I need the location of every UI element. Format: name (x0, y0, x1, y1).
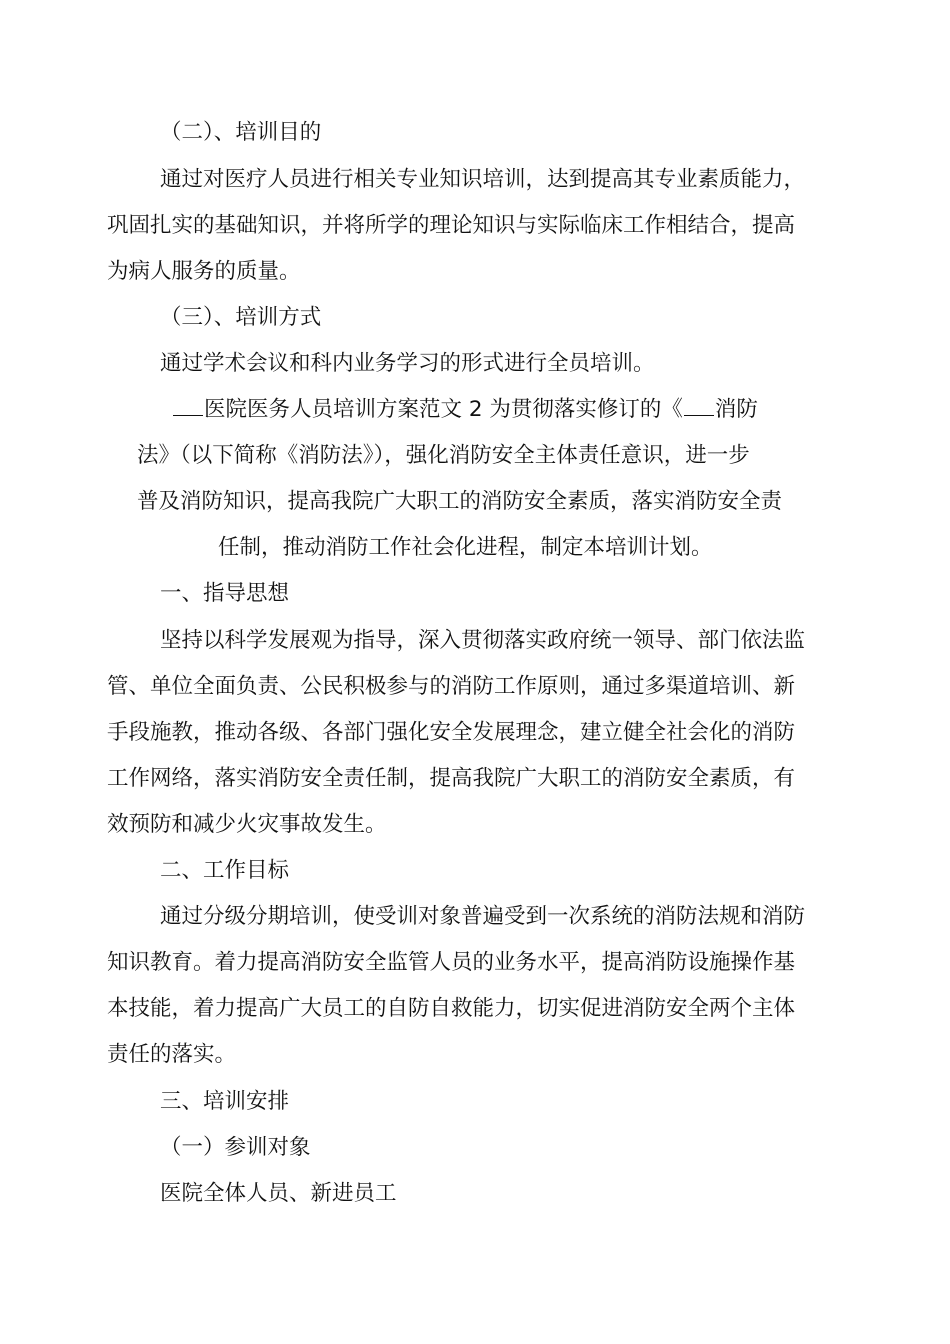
intro-line-2: 法》（以下简称《消防法》），强化消防安全主体责任意识，进一步 (137, 443, 750, 468)
intro-line-1-tail: 消防 (714, 397, 758, 422)
section-2-title: 二、工作目标 (160, 858, 290, 883)
section-1-line-1: 坚持以科学发展观为指导，深入贯彻落实政府统一领导、部门依法监 (160, 628, 806, 653)
section-2-line-4: 责任的落实。 (107, 1042, 237, 1067)
intro-line-4: 任制，推动消防工作社会化进程，制定本培训计划。 (218, 535, 713, 560)
intro-line-3: 普及消防知识，提高我院广大职工的消防安全素质，落实消防安全责 (137, 489, 783, 514)
intro-line-1 (172, 395, 758, 425)
subsection-1-body: 医院全体人员、新进员工 (160, 1181, 397, 1206)
section-2-line-1: 通过分级分期培训，使受训对象普遍受到一次系统的消防法规和消防 (160, 904, 806, 929)
goal-paragraph-line-3: 为病人服务的质量。 (107, 259, 301, 284)
subsection-1-title: （一）参训对象 (160, 1135, 311, 1160)
section-1-title: 一、指导思想 (160, 581, 290, 606)
method-paragraph: 通过学术会议和科内业务学习的形式进行全员培训。 (160, 351, 655, 376)
section-1-line-2: 管、单位全面负责、公民积极参与的消防工作原则，通过多渠道培训、新 (107, 674, 796, 699)
blank-fill-line (173, 395, 203, 416)
blank-fill-line (684, 395, 714, 416)
section-2-line-2: 知识教育。着力提高消防安全监管人员的业务水平，提高消防设施操作基 (107, 950, 796, 975)
goal-paragraph-line-1: 通过对医疗人员进行相关专业知识培训，达到提高其专业素质能力， (160, 167, 806, 192)
section-1-line-5: 效预防和减少火灾事故发生。 (107, 812, 387, 837)
intro-line-1-text: 医院医务人员培训方案范文 2 为贯彻落实修订的《 (204, 397, 683, 422)
heading-training-purpose: （二）、培训目的 (160, 120, 322, 145)
section-1-line-4: 工作网络，落实消防安全责任制，提高我院广大职工的消防安全素质，有 (107, 766, 796, 791)
heading-training-method: （三）、培训方式 (160, 305, 322, 330)
section-3-title: 三、培训安排 (160, 1089, 290, 1114)
section-1-line-3: 手段施教，推动各级、各部门强化安全发展理念，建立健全社会化的消防 (107, 720, 796, 745)
goal-paragraph-line-2: 巩固扎实的基础知识，并将所学的理论知识与实际临床工作相结合，提高 (107, 213, 796, 238)
section-2-line-3: 本技能，着力提高广大员工的自防自救能力，切实促进消防安全两个主体 (107, 996, 796, 1021)
